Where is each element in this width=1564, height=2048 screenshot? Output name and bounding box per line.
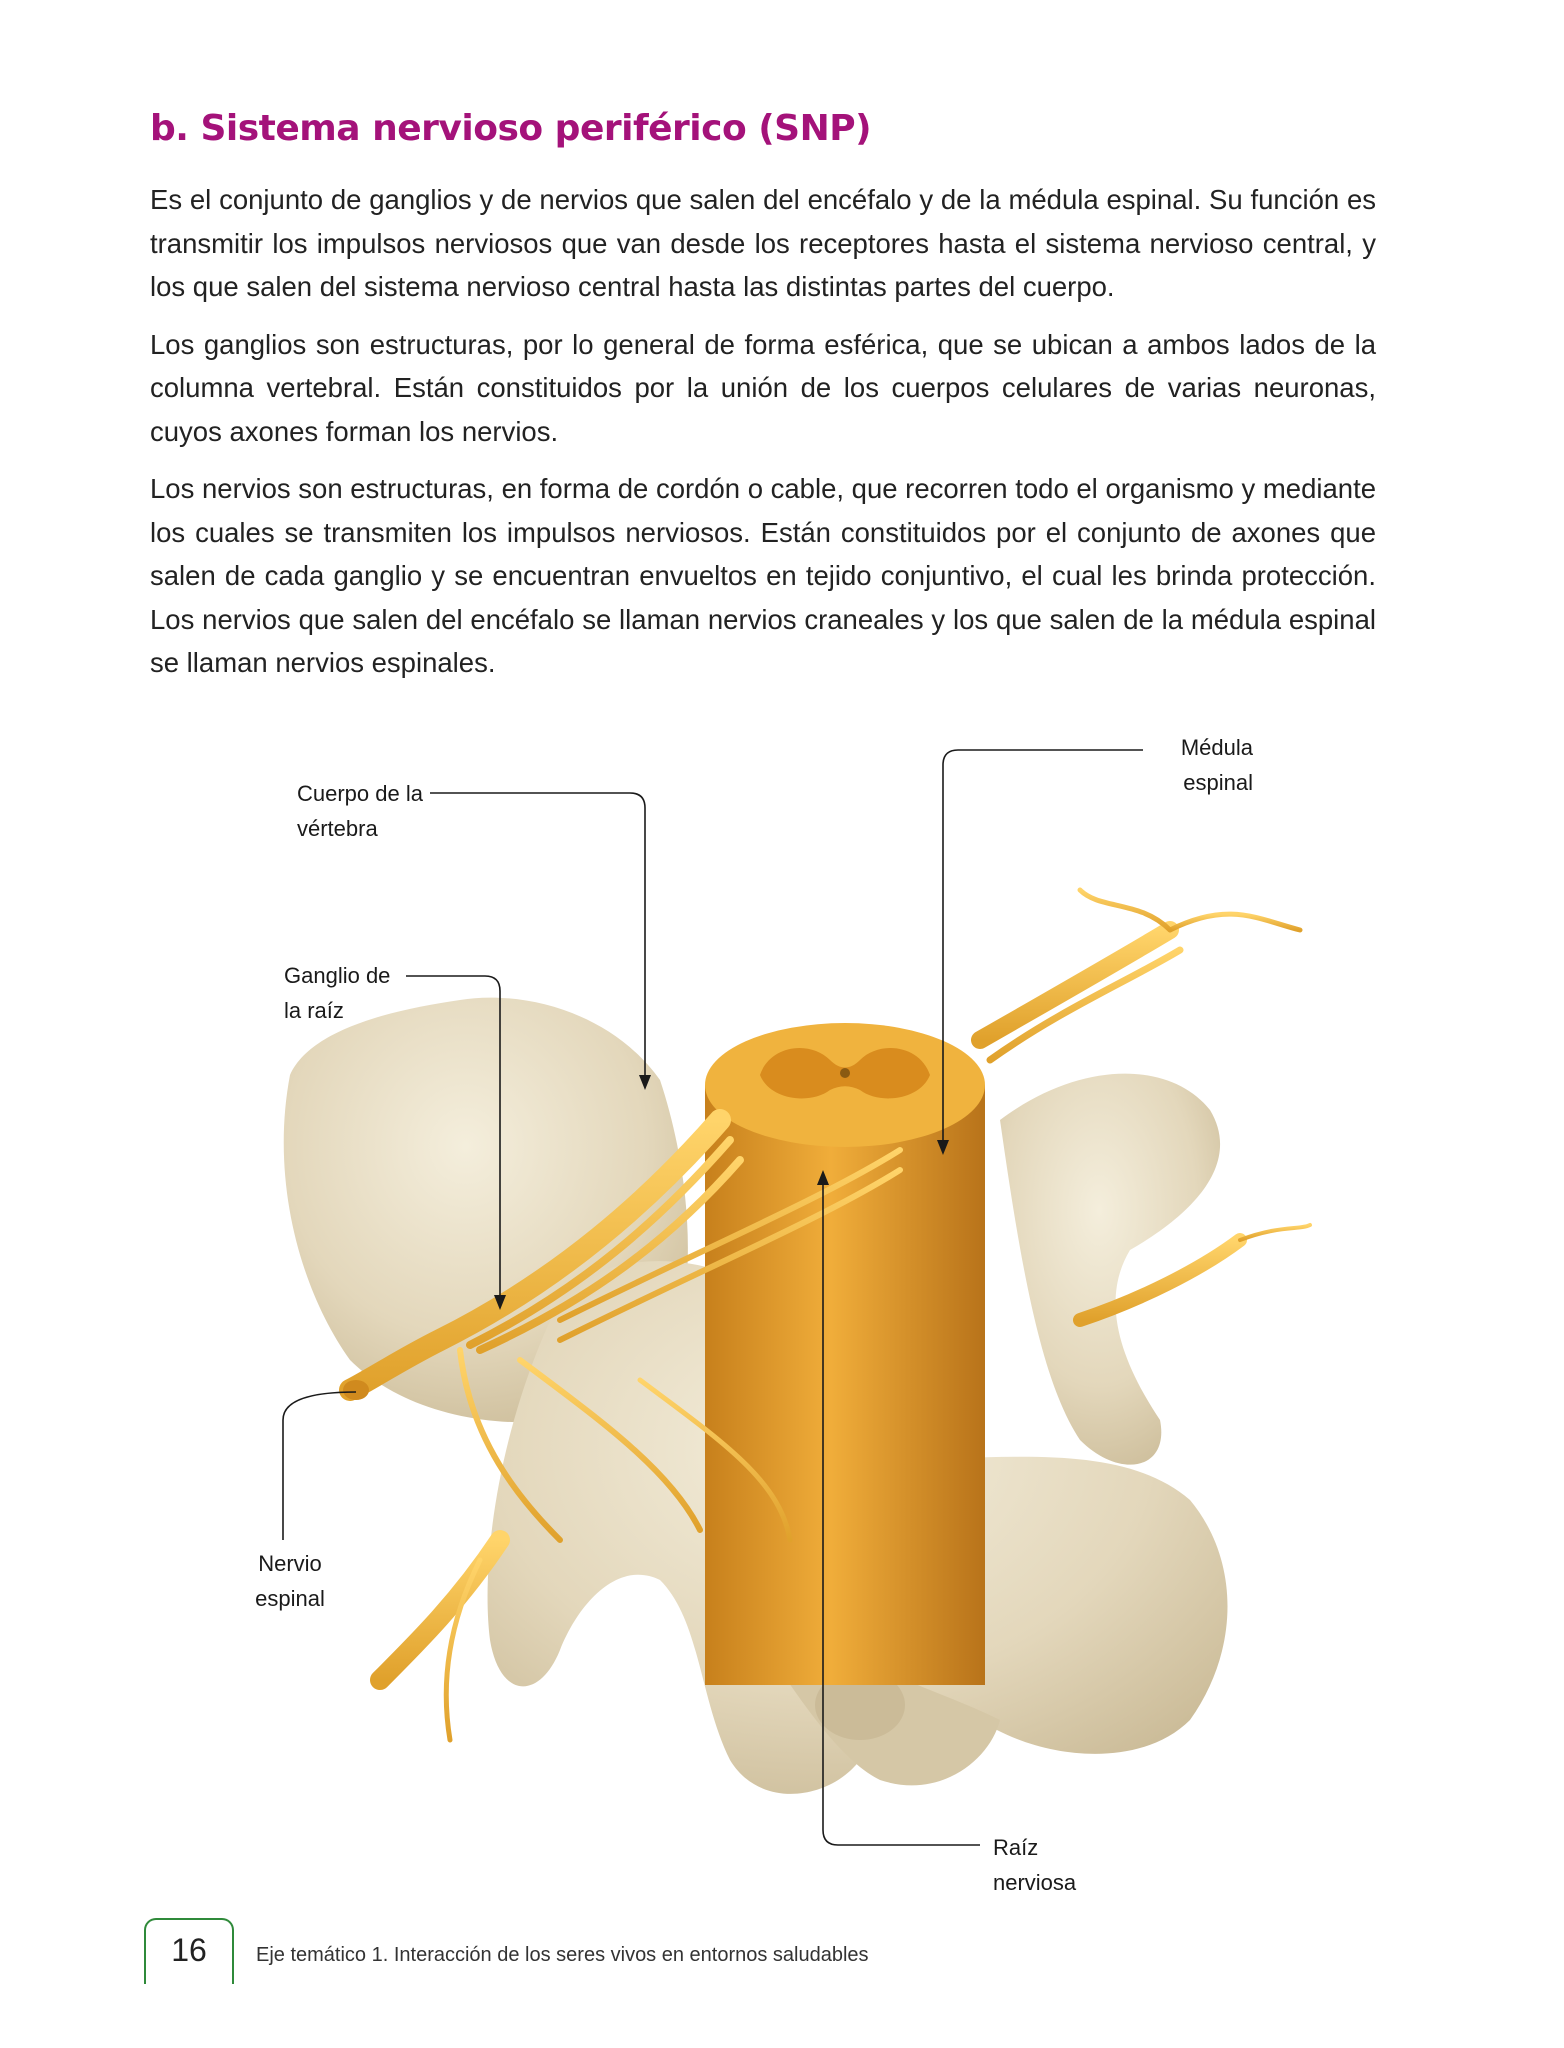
page-number-box [144, 1918, 234, 1984]
label-line: espinal [1183, 770, 1253, 795]
label-line: Médula [1180, 735, 1253, 760]
label-ganglio-raiz [284, 958, 390, 1028]
spinal-cord-illustration [0, 700, 1564, 1900]
vertebra-diagram [0, 700, 1564, 1900]
spinal-nerve-end [343, 1380, 369, 1400]
paragraph-nervios: Los nervios son estructuras, en forma de cordón o cable, que recorren todo el organismo y mediante los cuales se transmiten los impulsos nerviosos. Están constituidos por el conjunto de axones que salen de cada ganglio y se encuentran envueltos en tejido conjuntivo, el cual les brinda protección. Los nervios que salen del encéfalo se llaman nervios craneales y los que salen de la médula espinal se llaman nervios espinales. [150, 473, 1376, 678]
label-line: la raíz [284, 998, 344, 1023]
footer-text: Eje temático 1. Interacción de los seres vivos en entornos saludables [256, 1944, 869, 1966]
label-medula-espinal [1165, 730, 1253, 800]
body-text [150, 178, 1376, 699]
spinal-cord-shaft [705, 1085, 985, 1685]
label-line: Nervio [258, 1551, 322, 1576]
label-line: Ganglio de [284, 963, 391, 988]
paragraph-ganglios: Los ganglios son estructuras, por lo general de forma esférica, que se ubican a ambos lados de la columna vertebral. Están constituidos por la unión de los cuerpos celulares de varias neuronas, cuyos axones forman los nervios. [150, 328, 1376, 447]
label-line: Raíz [993, 1835, 1039, 1860]
paragraph-snp-definition: Es el conjunto de ganglios y de nervios que salen del encéfalo y de la médula espinal. Su función es transmitir los impulsos nerviosos que van desde los receptores hasta el sistema nervioso central, y los que salen del sistema nervioso central hasta las distintas partes del cuerpo. [150, 184, 1376, 302]
label-line: espinal [255, 1586, 325, 1611]
label-cuerpo-vertebra [297, 776, 423, 846]
page-footer [0, 1918, 1564, 2008]
page-number: 16 [171, 1932, 207, 1968]
leader-nervio-espinal [283, 1392, 356, 1540]
central-canal [840, 1068, 850, 1078]
label-line: vértebra [297, 816, 378, 841]
label-raiz-nerviosa [993, 1830, 1076, 1900]
section-title: b. Sistema nervioso periférico (SNP) [150, 108, 872, 149]
label-line: nerviosa [993, 1870, 1077, 1895]
label-nervio-espinal [250, 1546, 330, 1616]
label-line: Cuerpo de la [297, 781, 423, 806]
